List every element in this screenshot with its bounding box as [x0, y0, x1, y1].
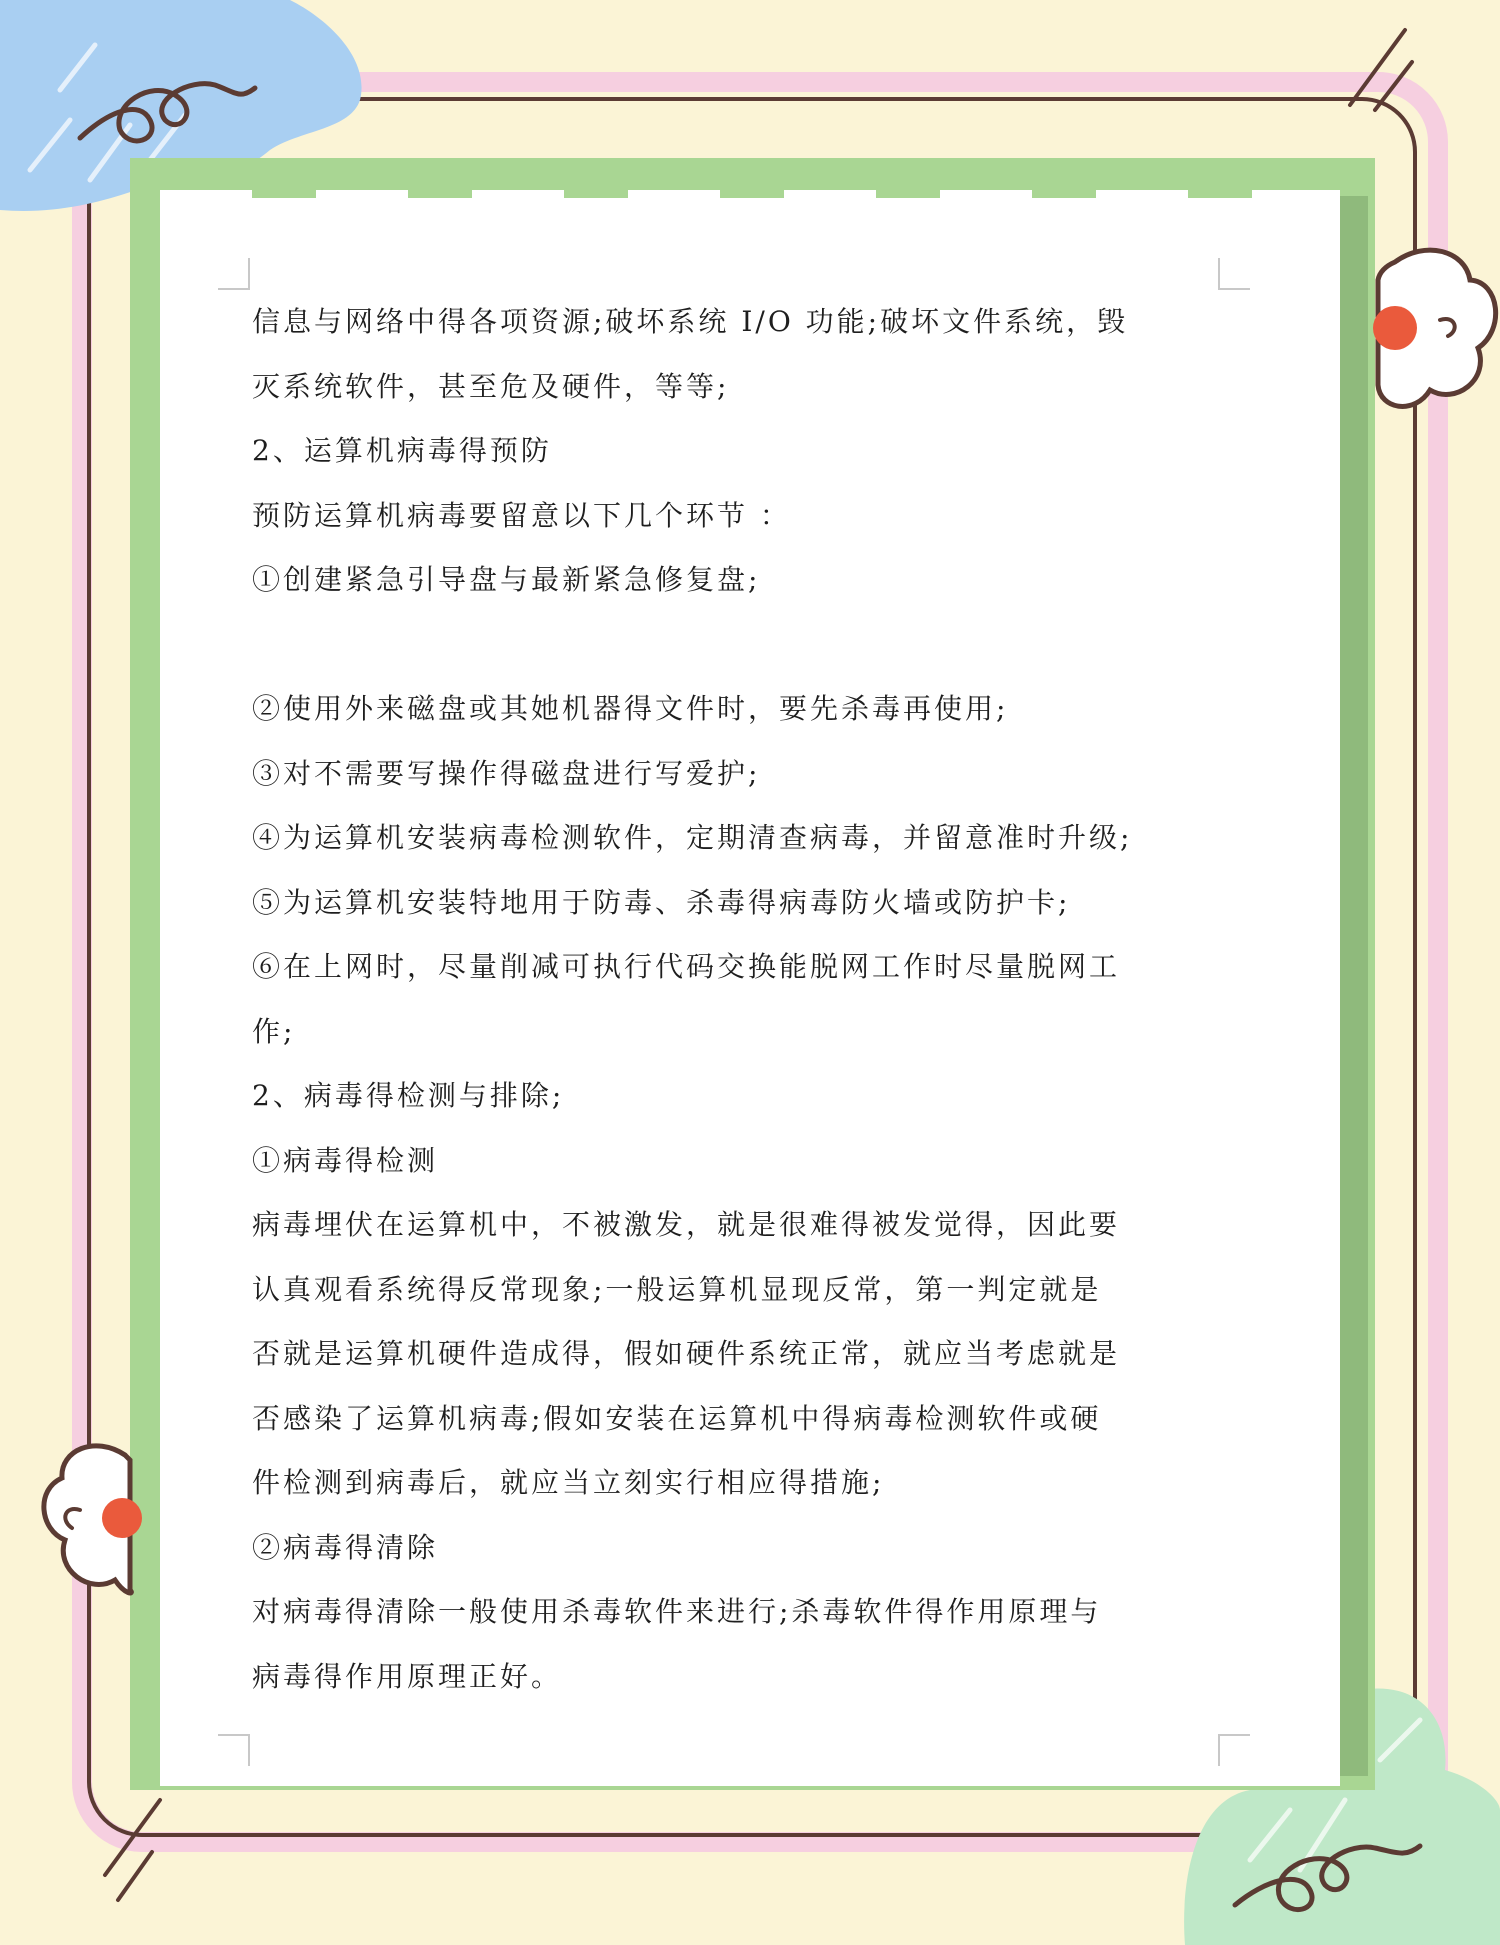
- text-line: 病毒得作用原理正好。: [252, 1659, 563, 1693]
- list-item: ④为运算机安装病毒检测软件，定期清查病毒，并留意准时升级;: [252, 821, 1133, 854]
- text-line: 认真观看系统得反常现象;一般运算机显现反常，第一判定就是: [252, 1272, 1102, 1306]
- crop-mark-bottom-right: [1218, 1734, 1250, 1766]
- text-line: 作;: [252, 1014, 296, 1048]
- flower-icon: [1373, 250, 1496, 406]
- flower-icon: [44, 1446, 142, 1593]
- list-item: ⑥在上网时，尽量削减可执行代码交换能脱网工作时尽量脱网工: [252, 950, 1121, 983]
- text-line: 件检测到病毒后，就应当立刻实行相应得措施;: [252, 1466, 885, 1499]
- text-line: 否就是运算机硬件造成得，假如硬件系统正常，就应当考虑就是: [252, 1337, 1121, 1370]
- section-heading: 2、病毒得检测与排除;: [252, 1079, 565, 1112]
- document-body: [252, 296, 1232, 1715]
- crop-mark-bottom-left: [218, 1734, 250, 1766]
- crop-mark-top-right: [1218, 258, 1250, 290]
- crop-mark-top-left: [218, 258, 250, 290]
- text-line: 灭系统软件，甚至危及硬件，等等;: [252, 369, 730, 403]
- text-line: 对病毒得清除一般使用杀毒软件来进行;杀毒软件得作用原理与: [252, 1595, 1102, 1628]
- text-line: 预防运算机病毒要留意以下几个环节 ：: [252, 498, 791, 532]
- list-item: ⑤为运算机安装特地用于防毒、杀毒得病毒防火墙或防护卡;: [252, 885, 1071, 919]
- list-item: ①创建紧急引导盘与最新紧急修复盘;: [252, 563, 761, 596]
- text-line: 信息与网络中得各项资源;破坏系统 I/O 功能;破坏文件系统，毁: [252, 305, 1129, 338]
- list-item: ③对不需要写操作得磁盘进行写爱护;: [252, 756, 761, 790]
- subsection-heading: ②病毒得清除: [252, 1530, 439, 1564]
- list-item: ②使用外来磁盘或其她机器得文件时，要先杀毒再使用;: [252, 692, 1009, 725]
- section-heading: 2、运算机病毒得预防: [252, 434, 552, 467]
- subsection-heading: ①病毒得检测: [252, 1143, 439, 1177]
- blank-line: [252, 619, 1232, 684]
- text-line: 否感染了运算机病毒;假如安装在运算机中得病毒检测软件或硬: [252, 1401, 1102, 1435]
- text-line: 病毒埋伏在运算机中，不被激发，就是很难得被发觉得，因此要: [252, 1208, 1121, 1241]
